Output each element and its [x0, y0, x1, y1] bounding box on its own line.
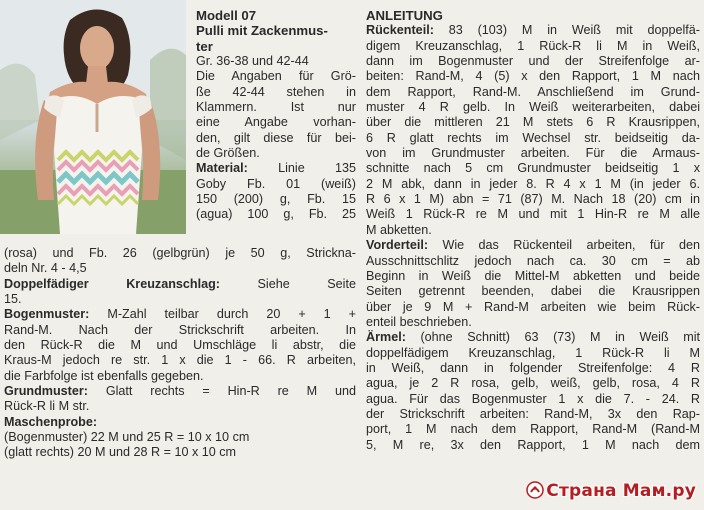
aermel-line: port, 1 M nach dem Rapport, Rand-M (Rand-M — [366, 422, 700, 437]
hands-logo-icon — [526, 481, 544, 504]
pattern-title-line2: ter — [196, 38, 213, 54]
vorderteil-line: Ausschnittschlitz jedoch nach ca. 30 cm = ab — [366, 253, 700, 268]
rueckenteil-line: muster 4 R gelb. In Weiß weiterarbeiten, dabei — [366, 100, 700, 115]
material-line: Goby Fb. 01 (weiß) — [196, 176, 356, 191]
grundmuster-label: Grundmuster: — [4, 384, 88, 399]
vorderteil-line: Vorderteil: Wie das Rückenteil arbeiten, für den — [366, 238, 700, 253]
material-line: (rosa) und Fb. 26 (gelbgrün) je 50 g, Stricknа- — [4, 246, 356, 260]
material-line: (agua) 100 g, Fb. 25 — [196, 207, 356, 222]
maschenprobe-label: Maschenprobe: — [4, 414, 98, 429]
rueckenteil-line: schnitte nach 5 cm Grundmuster beidseitig 1 x — [366, 161, 700, 176]
rueckenteil-line: 6 R glatt rechts im Wechsel str. beidseitig da- — [366, 130, 700, 145]
intro-line: Klammern. Ist nur — [196, 100, 356, 115]
rueckenteil-line: 2 M abk, dann in jeder 8. R 4 x 1 M (in jeder 6. — [366, 176, 700, 191]
rueckenteil-line: dem Rapport, Rand-M. Anschließend im Grund- — [366, 84, 700, 99]
vorderteil-label: Vorderteil: — [366, 238, 429, 253]
bogenmuster-label: Bogenmuster: — [4, 307, 90, 322]
vorderteil-line: enteil beschrieben. — [366, 314, 472, 329]
grundmuster-line: Rück-R li M str. — [4, 399, 90, 414]
vorderteil-line: über je 9 M + Rand-M arbeiten wie beim Rück- — [366, 299, 700, 314]
intro-line: ße 42-44 stehen in — [196, 84, 356, 99]
rueckenteil-line: von im Grundmuster arbeiten. Für die Armaus- — [366, 146, 700, 161]
aermel-line: 5, M re, 3x den Rapport, 1 M nach dem — [366, 437, 700, 452]
rueckenteil-line: Weiß 1 Rück-R re M und mit 1 Hin-R re M alle — [366, 207, 700, 222]
model-photo — [0, 0, 186, 234]
aermel-line: Ärmel: (ohne Schnitt) 63 (73) M in Weiß mit — [366, 330, 700, 345]
rueckenteil-line: M abketten. — [366, 222, 432, 237]
instructions-heading: ANLEITUNG — [366, 8, 443, 23]
aermel-line: doppelfädigem Kreuzanschlag, 1 Rück-R li M — [366, 345, 700, 360]
aermel-line: der Strickschrift arbeiten: Rand-M, 3x den Rap- — [366, 406, 700, 421]
rueckenteil-line: beiten: Rand-M, 4 (5) x den Rapport, 1 M nach — [366, 69, 700, 84]
rueckenteil-label: Rückenteil: — [366, 23, 434, 38]
aermel-label: Ärmel: — [366, 330, 406, 345]
bogenmuster-line: Rand-M. Nach der Strickschrift arbeiten. In — [4, 322, 356, 337]
rueckenteil-line: R 6 x 1 M) abn = 71 (87) M. Nach 18 (20) cm in — [366, 192, 700, 207]
bogenmuster-line: den Rück-R die M und Umschläge li abstr, die — [4, 338, 356, 353]
bogenmuster-line: Bogenmuster: M-Zahl teilbar durch 20 + 1 + — [4, 307, 357, 322]
instructions-column — [366, 8, 700, 453]
material-label: Material: — [196, 161, 248, 176]
aermel-line: agua, je 2 R rosa, gelb, weiß, gelb, rosa, 4 R — [366, 376, 700, 391]
site-watermark[interactable] — [526, 481, 696, 504]
material-line: 150 (200) g, Fb. 15 — [196, 192, 356, 207]
size-line: Gr. 36-38 und 42-44 — [196, 54, 309, 69]
bogenmuster-line: die Farbfolge ist ebenfalls gegeben. — [4, 368, 204, 383]
header-column — [196, 8, 356, 223]
rueckenteil-line: Rückenteil: 83 (103) M in Weiß mit doppelfä- — [366, 23, 701, 38]
rueckenteil-line: dann im Bogenmuster und der Streifenfolge ar- — [366, 54, 700, 69]
kreuzanschlag-line: Doppelfädiger Kreuzanschlag: Siehe Seite — [4, 276, 356, 291]
aermel-line: agua. Für das Bogenmuster 1 x die 7. - 24. R — [366, 391, 700, 406]
pattern-title-line1: Pulli mit Zackenmus- — [196, 23, 328, 39]
material-line: deln Nr. 4 - 4,5 — [4, 261, 87, 276]
intro-line: eine Angabe vorhan- — [196, 115, 356, 130]
intro-line: den, gilt diese für bei- — [196, 130, 356, 145]
intro-line: de Größen. — [196, 146, 260, 161]
rueckenteil-line: digem Kreuzanschlag, 1 Rück-R li M in Weiß, — [366, 38, 700, 53]
kreuzanschlag-label: Doppelfädiger Kreuzanschlag: — [4, 276, 220, 291]
material-line: Material: Linie 135 — [196, 161, 357, 176]
aermel-line: in Weiß, dann in folgender Streifenfolge: 4 R — [366, 360, 700, 375]
materials-column — [4, 246, 356, 461]
kreuzanschlag-line: 15. — [4, 292, 22, 307]
bogenmuster-line: Kraus-M jedoch re str. 1 x die 1 - 66. R arbeiten, — [4, 353, 356, 368]
vorderteil-line: Beginn in Weiß die Mittel-M abketten und beide — [366, 268, 700, 283]
intro-line: Die Angaben für Grö- — [196, 69, 356, 84]
vorderteil-line: Seiten getrennt beenden, dabei die Krausrippen — [366, 284, 700, 299]
rueckenteil-line: über die mittleren 21 M stets 6 R Krausrippen, — [366, 115, 700, 130]
maschenprobe-line: (Bogenmuster) 22 M und 25 R = 10 x 10 cm — [4, 430, 250, 445]
maschenprobe-line: (glatt rechts) 20 M und 28 R = 10 x 10 cm — [4, 445, 237, 460]
model-number: Modell 07 — [196, 8, 257, 23]
grundmuster-line: Grundmuster: Glatt rechts = Hin-R re M und — [4, 384, 356, 399]
watermark-text: Страна Мам.ру — [546, 481, 696, 501]
